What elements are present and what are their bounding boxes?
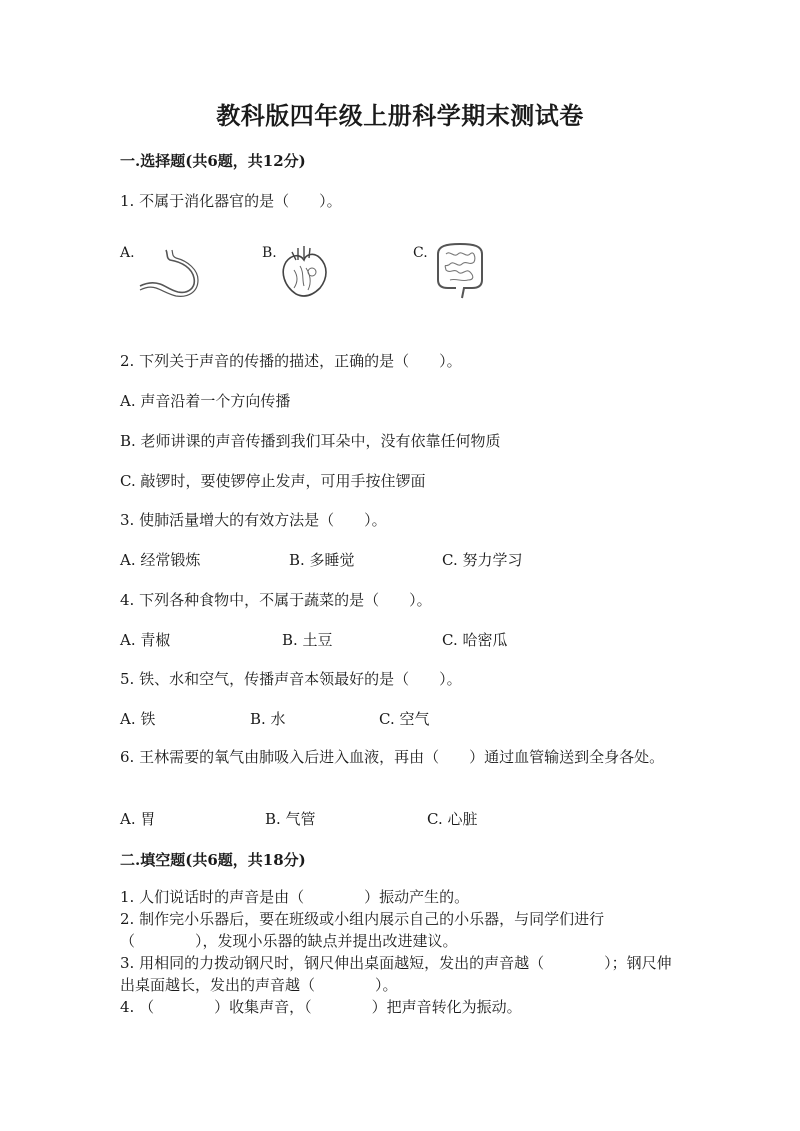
section-heading-fill-in: 二.填空题(共6题，共18分) <box>120 851 306 869</box>
question-5: 5. 铁、水和空气，传播声音本领最好的是（ ）。 <box>120 670 462 688</box>
question-6: 6. 王林需要的氧气由肺吸入后进入血液，再由（ ）通过血管输送到全身各处。 <box>120 748 665 766</box>
stomach-icon <box>136 246 200 298</box>
q2-option-b: B. 老师讲课的声音传播到我们耳朵中，没有依靠任何物质 <box>120 432 501 450</box>
q5-option-c: C. 空气 <box>379 710 430 728</box>
q1-option-c-label: C. <box>413 245 428 261</box>
fill-item-1: 1. 人们说话时的声音是由（ ）振动产生的。 <box>120 888 470 906</box>
q5-option-a: A. 铁 <box>120 710 156 728</box>
q2-option-c: C. 敲锣时，要使锣停止发声，可用手按住锣面 <box>120 472 426 490</box>
question-1: 1. 不属于消化器官的是（ ）。 <box>120 192 342 210</box>
intestine-icon <box>432 240 488 300</box>
question-2: 2. 下列关于声音的传播的描述，正确的是（ ）。 <box>120 352 462 370</box>
fill-item-3: 3. 用相同的力拨动钢尺时，钢尺伸出桌面越短，发出的声音越（ ）；钢尺伸出桌面越长，发出的声音越（ ）。 <box>120 954 672 994</box>
q6-option-c: C. 心脏 <box>427 810 478 828</box>
section-heading-choice: 一.选择题(共6题，共12分) <box>120 152 306 170</box>
q6-option-b: B. 气管 <box>265 810 316 828</box>
q6-option-a: A. 胃 <box>120 810 156 828</box>
heart-icon <box>276 242 332 300</box>
question-3: 3. 使肺活量增大的有效方法是（ ）。 <box>120 511 387 529</box>
fill-item-4: 4. （ ）收集声音，（ ）把声音转化为振动。 <box>120 998 522 1016</box>
q3-option-c: C. 努力学习 <box>442 551 523 569</box>
q1-option-b-label: B. <box>262 245 277 261</box>
q5-option-b: B. 水 <box>250 710 286 728</box>
q4-option-b: B. 土豆 <box>282 631 333 649</box>
fill-item-2: 2. 制作完小乐器后，要在班级或小组内展示自己的小乐器，与同学们进行（ ），发现小乐器的缺点并提出改进建议。 <box>120 910 605 950</box>
page-title: 教科版四年级上册科学期末测试卷 <box>216 101 584 130</box>
q3-option-a: A. 经常锻炼 <box>120 551 201 569</box>
q3-option-b: B. 多睡觉 <box>289 551 355 569</box>
q4-option-c: C. 哈密瓜 <box>442 631 508 649</box>
q1-option-a-label: A. <box>120 245 135 261</box>
q4-option-a: A. 青椒 <box>120 631 171 649</box>
question-4: 4. 下列各种食物中，不属于蔬菜的是（ ）。 <box>120 591 432 609</box>
q2-option-a: A. 声音沿着一个方向传播 <box>120 392 291 410</box>
